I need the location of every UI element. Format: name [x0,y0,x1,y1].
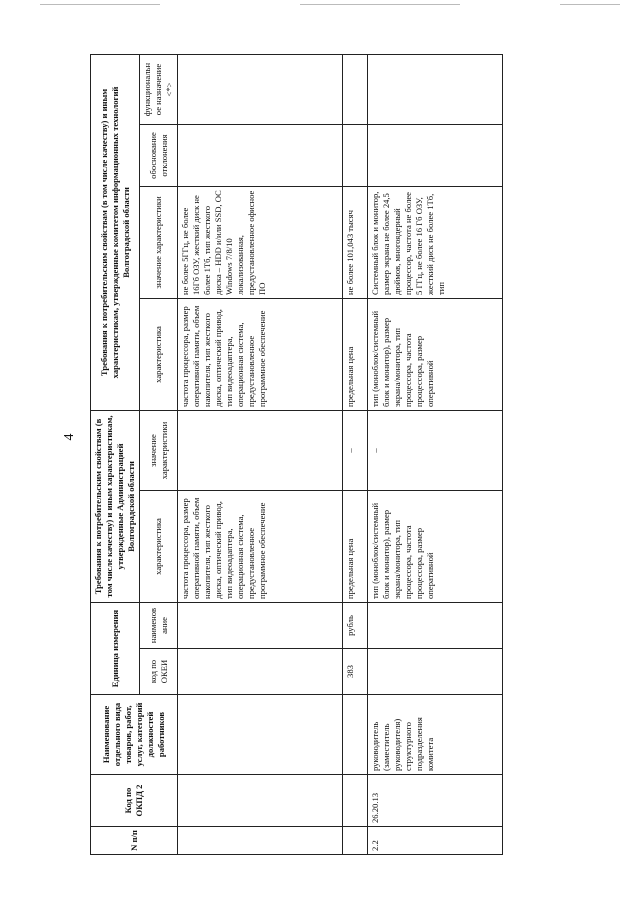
cell-unit-name: рубль [343,603,368,649]
cell-name [343,695,368,775]
requirements-table [90,54,503,855]
cell-admin-value: – [343,410,368,490]
cell-unit-code [368,649,503,695]
header-committee-characteristic: характеристика [140,298,178,410]
cell-num: 2.2 [368,827,503,855]
table-row [343,54,368,854]
header-req-admin: Требования к потребительским свойствам (в том числе качеству) и иным характеристикам, утвержденные Администрацией Волгоградской области [91,410,140,602]
cell-name: руководитель (заместитель руководителя) структурного подразделения комитета [368,695,503,775]
cell-committee-characteristic: тип (моноблок/системный блок и монитор), размер экрана/монитора, тип процессора, частота процессора, размер оперативной [368,298,503,410]
page-number: 4 [62,433,77,441]
header-req-committee: Требования к потребительским свойствам (в том числе качеству) и иным характеристикам, утвержденные комитетом информационных технологий Волгоградской области [91,54,140,410]
header-name: Наименование отдельного вида товаров, работ, услуг, категорий должностей работников [91,695,178,775]
scan-edge-line [300,4,460,5]
header-admin-value: значение характеристики [140,410,178,490]
cell-purpose [178,54,343,124]
cell-committee-characteristic: предельная цена [343,298,368,410]
cell-justification [178,124,343,186]
cell-name [178,695,343,775]
scan-edge-line [560,4,620,5]
cell-num [178,827,343,855]
cell-purpose [343,54,368,124]
header-unit-code: код по ОКЕИ [140,649,178,695]
header-admin-characteristic: характеристика [140,491,178,603]
cell-admin-characteristic: предельная цена [343,491,368,603]
header-num: N п/п [91,827,178,855]
cell-admin-characteristic: частота процессора, размер оперативной памяти, объем накопителя, тип жесткого диска, оптический привод, тип видеоадаптера, операционная система, предустановленное программное обеспечение [178,491,343,603]
header-okpd: Код по ОКПД 2 [91,775,178,827]
header-justification: обоснование отклонения [140,124,178,186]
cell-okpd [343,775,368,827]
header-unit: Единица измерения [91,603,140,695]
cell-okpd [178,775,343,827]
cell-committee-characteristic: частота процессора, размер оперативной памяти, объем накопителя, тип жесткого диска, оптический привод, тип видеоадаптера, операционная система, предустановленное программное обеспечение [178,298,343,410]
cell-admin-value [178,410,343,490]
cell-justification [368,124,503,186]
header-unit-name: наименов ание [140,603,178,649]
cell-purpose [368,54,503,124]
cell-justification [343,124,368,186]
cell-unit-name [178,603,343,649]
table-row [368,54,503,854]
table-row [178,54,343,854]
cell-okpd: 26.20.13 [368,775,503,827]
header-row-main [91,54,140,854]
cell-committee-value: не более 5ГГц, не более 16Гб ОЗУ, жесткий диск не более 1Тб, тип жесткого диска – HDD и/или SSD, ОС Windows 7/8/10 локализованная, предустановленное офисное ПО [178,186,343,298]
cell-num [343,827,368,855]
header-purpose: функциональн ое назначение <*> [140,54,178,124]
rotated-page [90,55,635,855]
cell-admin-characteristic: тип (моноблок/системный блок и монитор), размер экрана/монитора, тип процессора, частота процессора, размер оперативной [368,491,503,603]
cell-committee-value: не более 101,043 тысяч [343,186,368,298]
scan-edge-line [40,4,160,5]
header-committee-value: значение характеристики [140,186,178,298]
cell-unit-name [368,603,503,649]
cell-unit-code: 383 [343,649,368,695]
cell-unit-code [178,649,343,695]
cell-committee-value: Системный блок и монитор, размер экрана не более 24,5 дюймов, многоядерный процессор, частота не более 5 ГГц, не более 16 Гб ОЗУ, жесткий диск не более 1Тб, тип [368,186,503,298]
cell-admin-value: – [368,410,503,490]
